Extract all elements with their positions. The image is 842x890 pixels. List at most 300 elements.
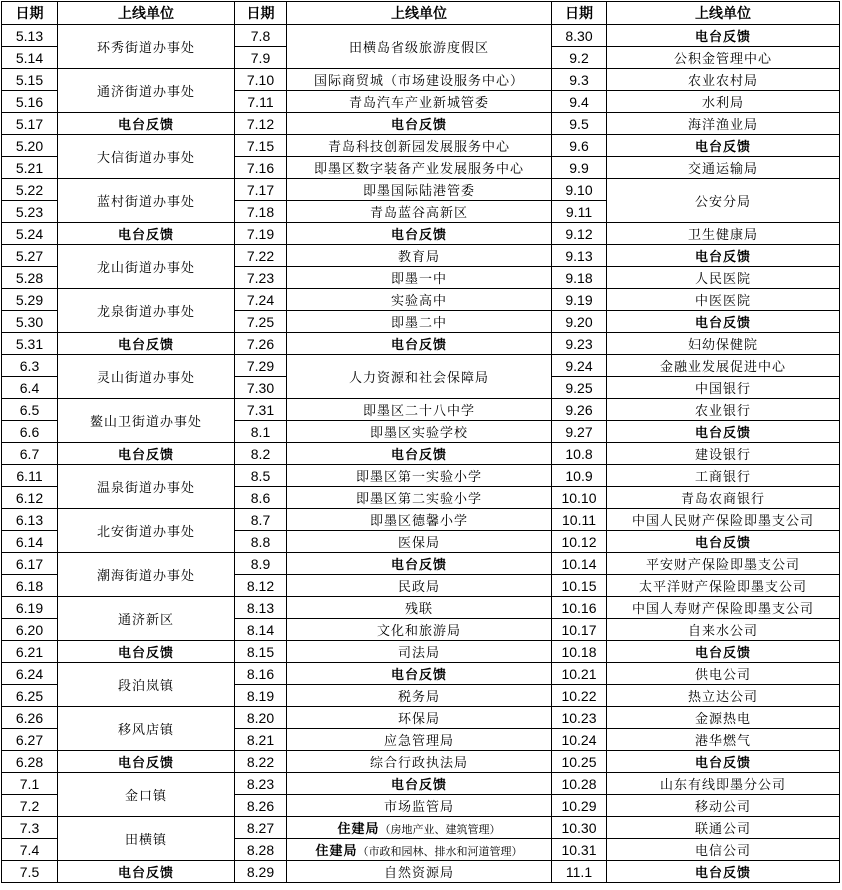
date-cell: 10.11 bbox=[552, 509, 607, 531]
date-cell: 6.19 bbox=[2, 597, 58, 619]
table-row bbox=[2, 113, 840, 135]
unit-cell bbox=[287, 465, 552, 487]
unit-cell bbox=[287, 333, 552, 355]
unit-cell bbox=[287, 25, 552, 69]
date-cell: 10.12 bbox=[552, 531, 607, 553]
header-unit: 上线单位 bbox=[607, 2, 840, 25]
unit-cell bbox=[287, 91, 552, 113]
unit-name: 移风店镇 bbox=[117, 723, 174, 738]
date-cell: 8.27 bbox=[235, 817, 287, 839]
date-cell: 9.11 bbox=[552, 201, 607, 223]
date-cell: 10.22 bbox=[552, 685, 607, 707]
unit-cell bbox=[607, 289, 840, 311]
unit-cell bbox=[607, 707, 840, 729]
unit-name: 金源热电 bbox=[694, 712, 751, 727]
unit-cell bbox=[58, 113, 235, 135]
unit-cell bbox=[58, 553, 235, 597]
unit-cell bbox=[607, 685, 840, 707]
unit-cell bbox=[287, 443, 552, 465]
unit-cell bbox=[607, 663, 840, 685]
date-cell: 7.3 bbox=[2, 817, 58, 839]
unit-cell bbox=[607, 861, 840, 883]
unit-name: 山东有线即墨分公司 bbox=[659, 778, 786, 793]
unit-cell bbox=[287, 509, 552, 531]
table-row bbox=[2, 135, 840, 157]
date-cell: 8.12 bbox=[235, 575, 287, 597]
date-cell: 10.31 bbox=[552, 839, 607, 861]
date-cell: 6.12 bbox=[2, 487, 58, 509]
unit-cell bbox=[607, 245, 840, 267]
date-cell: 8.26 bbox=[235, 795, 287, 817]
unit-name: 公积金管理中心 bbox=[673, 52, 772, 67]
header-unit: 上线单位 bbox=[287, 2, 552, 25]
unit-name: 平安财产保险即墨支公司 bbox=[645, 558, 800, 573]
unit-name: 人民医院 bbox=[694, 272, 751, 287]
radio-feedback-label: 电台反馈 bbox=[390, 668, 447, 683]
date-cell: 8.13 bbox=[235, 597, 287, 619]
unit-cell bbox=[607, 465, 840, 487]
radio-feedback-label: 电台反馈 bbox=[117, 756, 174, 771]
unit-cell bbox=[287, 663, 552, 685]
unit-cell bbox=[287, 597, 552, 619]
radio-feedback-label: 电台反馈 bbox=[694, 250, 751, 265]
radio-feedback-label: 电台反馈 bbox=[694, 30, 751, 45]
date-cell: 8.15 bbox=[235, 641, 287, 663]
date-cell: 7.17 bbox=[235, 179, 287, 201]
unit-name: 即墨区二十八中学 bbox=[362, 404, 475, 419]
unit-cell bbox=[607, 179, 840, 223]
date-cell: 7.4 bbox=[2, 839, 58, 861]
unit-cell bbox=[607, 267, 840, 289]
date-cell: 9.10 bbox=[552, 179, 607, 201]
date-cell: 8.21 bbox=[235, 729, 287, 751]
date-cell: 8.14 bbox=[235, 619, 287, 641]
unit-name: 即墨区实验学校 bbox=[369, 426, 468, 441]
date-cell: 9.23 bbox=[552, 333, 607, 355]
radio-feedback-label: 电台反馈 bbox=[694, 866, 751, 881]
date-cell: 6.17 bbox=[2, 553, 58, 575]
header-unit: 上线单位 bbox=[58, 2, 235, 25]
date-cell: 7.11 bbox=[235, 91, 287, 113]
unit-cell bbox=[607, 135, 840, 157]
unit-cell bbox=[58, 135, 235, 179]
unit-cell bbox=[58, 817, 235, 861]
date-cell: 6.4 bbox=[2, 377, 58, 399]
date-cell: 6.21 bbox=[2, 641, 58, 663]
date-cell: 10.24 bbox=[552, 729, 607, 751]
unit-cell bbox=[607, 333, 840, 355]
unit-cell bbox=[58, 223, 235, 245]
unit-cell bbox=[287, 355, 552, 399]
table-row bbox=[2, 817, 840, 839]
radio-feedback-label: 电台反馈 bbox=[117, 118, 174, 133]
unit-cell bbox=[287, 69, 552, 91]
unit-name: 司法局 bbox=[397, 646, 440, 661]
date-cell: 10.14 bbox=[552, 553, 607, 575]
unit-cell bbox=[287, 223, 552, 245]
date-cell: 10.30 bbox=[552, 817, 607, 839]
unit-cell bbox=[607, 113, 840, 135]
unit-cell bbox=[607, 795, 840, 817]
table-row bbox=[2, 641, 840, 663]
unit-name: 文化和旅游局 bbox=[376, 624, 461, 639]
date-cell: 7.24 bbox=[235, 289, 287, 311]
unit-cell bbox=[287, 157, 552, 179]
date-cell: 10.8 bbox=[552, 443, 607, 465]
unit-name: 海洋渔业局 bbox=[687, 118, 758, 133]
date-cell: 9.26 bbox=[552, 399, 607, 421]
unit-name: 金融业发展促进中心 bbox=[659, 360, 786, 375]
date-cell: 6.28 bbox=[2, 751, 58, 773]
unit-cell bbox=[58, 751, 235, 773]
date-cell: 8.8 bbox=[235, 531, 287, 553]
unit-cell bbox=[58, 443, 235, 465]
unit-name: 住建局 bbox=[315, 844, 358, 859]
unit-cell bbox=[607, 311, 840, 333]
date-cell: 9.20 bbox=[552, 311, 607, 333]
unit-cell bbox=[287, 289, 552, 311]
unit-cell bbox=[607, 641, 840, 663]
unit-name: 农业农村局 bbox=[687, 74, 758, 89]
date-cell: 7.18 bbox=[235, 201, 287, 223]
date-cell: 7.30 bbox=[235, 377, 287, 399]
date-cell: 7.8 bbox=[235, 25, 287, 47]
unit-cell bbox=[58, 333, 235, 355]
radio-feedback-label: 电台反馈 bbox=[390, 778, 447, 793]
table-row bbox=[2, 707, 840, 729]
unit-name: 灵山街道办事处 bbox=[96, 371, 195, 386]
unit-name: 工商银行 bbox=[694, 470, 751, 485]
date-cell: 9.6 bbox=[552, 135, 607, 157]
date-cell: 5.16 bbox=[2, 91, 58, 113]
date-cell: 8.7 bbox=[235, 509, 287, 531]
unit-cell bbox=[287, 553, 552, 575]
date-cell: 10.18 bbox=[552, 641, 607, 663]
unit-cell bbox=[287, 311, 552, 333]
unit-name: 龙泉街道办事处 bbox=[96, 305, 195, 320]
unit-name: 北安街道办事处 bbox=[96, 525, 195, 540]
table-row bbox=[2, 69, 840, 91]
date-cell: 10.16 bbox=[552, 597, 607, 619]
unit-name: 太平洋财产保险即墨支公司 bbox=[638, 580, 807, 595]
unit-name: 通济新区 bbox=[117, 613, 174, 628]
date-cell: 9.5 bbox=[552, 113, 607, 135]
unit-cell bbox=[58, 707, 235, 751]
unit-name: 中医医院 bbox=[694, 294, 751, 309]
date-cell: 7.12 bbox=[235, 113, 287, 135]
date-cell: 7.2 bbox=[2, 795, 58, 817]
date-cell: 5.20 bbox=[2, 135, 58, 157]
radio-feedback-label: 电台反馈 bbox=[390, 118, 447, 133]
date-cell: 9.25 bbox=[552, 377, 607, 399]
date-cell: 8.2 bbox=[235, 443, 287, 465]
unit-cell bbox=[58, 861, 235, 883]
date-cell: 5.17 bbox=[2, 113, 58, 135]
date-cell: 6.7 bbox=[2, 443, 58, 465]
unit-name: 热立达公司 bbox=[687, 690, 758, 705]
table-row bbox=[2, 289, 840, 311]
unit-name: 民政局 bbox=[397, 580, 440, 595]
date-cell: 7.5 bbox=[2, 861, 58, 883]
unit-cell bbox=[607, 509, 840, 531]
unit-name: 潮海街道办事处 bbox=[96, 569, 195, 584]
table-row bbox=[2, 553, 840, 575]
unit-name: 交通运输局 bbox=[687, 162, 758, 177]
date-cell: 6.26 bbox=[2, 707, 58, 729]
date-cell: 9.12 bbox=[552, 223, 607, 245]
unit-cell bbox=[287, 179, 552, 201]
unit-cell bbox=[58, 641, 235, 663]
date-cell: 10.15 bbox=[552, 575, 607, 597]
unit-name: 水利局 bbox=[701, 96, 744, 111]
unit-cell bbox=[287, 113, 552, 135]
table-row bbox=[2, 179, 840, 201]
unit-name: 蓝村街道办事处 bbox=[96, 195, 195, 210]
date-cell: 7.10 bbox=[235, 69, 287, 91]
date-cell: 5.29 bbox=[2, 289, 58, 311]
date-cell: 7.31 bbox=[235, 399, 287, 421]
schedule-table bbox=[1, 1, 840, 883]
table-row bbox=[2, 399, 840, 421]
radio-feedback-label: 电台反馈 bbox=[694, 646, 751, 661]
date-cell: 6.18 bbox=[2, 575, 58, 597]
date-cell: 7.15 bbox=[235, 135, 287, 157]
unit-cell bbox=[607, 839, 840, 861]
unit-name: 综合行政执法局 bbox=[369, 756, 468, 771]
date-cell: 11.1 bbox=[552, 861, 607, 883]
date-cell: 5.14 bbox=[2, 47, 58, 69]
unit-name: 青岛农商银行 bbox=[680, 492, 765, 507]
date-cell: 10.29 bbox=[552, 795, 607, 817]
unit-name: 教育局 bbox=[397, 250, 440, 265]
date-cell: 9.24 bbox=[552, 355, 607, 377]
header-date: 日期 bbox=[552, 2, 607, 25]
date-cell: 8.20 bbox=[235, 707, 287, 729]
unit-cell bbox=[607, 91, 840, 113]
table-row bbox=[2, 443, 840, 465]
unit-name: 即墨二中 bbox=[390, 316, 447, 331]
unit-cell bbox=[607, 399, 840, 421]
date-cell: 8.19 bbox=[235, 685, 287, 707]
unit-cell bbox=[607, 729, 840, 751]
unit-cell bbox=[58, 69, 235, 113]
unit-cell bbox=[607, 355, 840, 377]
date-cell: 9.13 bbox=[552, 245, 607, 267]
date-cell: 5.27 bbox=[2, 245, 58, 267]
radio-feedback-label: 电台反馈 bbox=[694, 140, 751, 155]
date-cell: 10.28 bbox=[552, 773, 607, 795]
date-cell: 5.24 bbox=[2, 223, 58, 245]
unit-cell bbox=[607, 157, 840, 179]
unit-name: 应急管理局 bbox=[383, 734, 454, 749]
unit-name: 大信街道办事处 bbox=[96, 151, 195, 166]
date-cell: 5.13 bbox=[2, 25, 58, 47]
date-cell: 5.23 bbox=[2, 201, 58, 223]
date-cell: 7.1 bbox=[2, 773, 58, 795]
unit-cell bbox=[607, 575, 840, 597]
unit-cell bbox=[607, 619, 840, 641]
unit-cell bbox=[58, 509, 235, 553]
date-cell: 5.15 bbox=[2, 69, 58, 91]
unit-cell bbox=[58, 355, 235, 399]
unit-cell bbox=[287, 619, 552, 641]
unit-name: 供电公司 bbox=[694, 668, 751, 683]
unit-cell bbox=[287, 817, 552, 839]
table-row bbox=[2, 25, 840, 47]
unit-cell bbox=[58, 597, 235, 641]
date-cell: 5.28 bbox=[2, 267, 58, 289]
date-cell: 7.19 bbox=[235, 223, 287, 245]
date-cell: 9.19 bbox=[552, 289, 607, 311]
unit-cell bbox=[607, 69, 840, 91]
unit-name: 实验高中 bbox=[390, 294, 447, 309]
unit-cell bbox=[607, 47, 840, 69]
date-cell: 9.2 bbox=[552, 47, 607, 69]
unit-name: 妇幼保健院 bbox=[687, 338, 758, 353]
unit-cell bbox=[287, 201, 552, 223]
unit-cell bbox=[287, 861, 552, 883]
unit-name: 青岛科技创新园发展服务中心 bbox=[327, 140, 510, 155]
unit-cell bbox=[287, 641, 552, 663]
unit-cell bbox=[607, 751, 840, 773]
date-cell: 6.20 bbox=[2, 619, 58, 641]
unit-cell bbox=[58, 663, 235, 707]
date-cell: 7.9 bbox=[235, 47, 287, 69]
unit-cell bbox=[287, 707, 552, 729]
unit-name: 住建局 bbox=[337, 822, 380, 837]
date-cell: 9.4 bbox=[552, 91, 607, 113]
date-cell: 8.9 bbox=[235, 553, 287, 575]
unit-cell bbox=[607, 773, 840, 795]
date-cell: 8.23 bbox=[235, 773, 287, 795]
unit-cell bbox=[607, 443, 840, 465]
date-cell: 8.28 bbox=[235, 839, 287, 861]
unit-cell bbox=[287, 751, 552, 773]
unit-name: 即墨一中 bbox=[390, 272, 447, 287]
unit-cell bbox=[287, 421, 552, 443]
unit-name: 青岛蓝谷高新区 bbox=[369, 206, 468, 221]
unit-cell bbox=[58, 399, 235, 443]
table-row bbox=[2, 663, 840, 685]
unit-cell bbox=[58, 773, 235, 817]
unit-cell bbox=[607, 25, 840, 47]
date-cell: 9.18 bbox=[552, 267, 607, 289]
radio-feedback-label: 电台反馈 bbox=[694, 756, 751, 771]
table-row bbox=[2, 355, 840, 377]
unit-cell bbox=[58, 465, 235, 509]
radio-feedback-label: 电台反馈 bbox=[390, 558, 447, 573]
unit-cell bbox=[287, 135, 552, 157]
header-row bbox=[2, 2, 840, 25]
radio-feedback-label: 电台反馈 bbox=[117, 228, 174, 243]
table-row bbox=[2, 465, 840, 487]
unit-name: 中国银行 bbox=[694, 382, 751, 397]
date-cell: 6.27 bbox=[2, 729, 58, 751]
table-row bbox=[2, 333, 840, 355]
radio-feedback-label: 电台反馈 bbox=[390, 338, 447, 353]
unit-name: 龙山街道办事处 bbox=[96, 261, 195, 276]
unit-name: 青岛汽车产业新城管委 bbox=[348, 96, 489, 111]
unit-note: （房地产业、建筑管理） bbox=[379, 823, 501, 836]
unit-name: 市场监管局 bbox=[383, 800, 454, 815]
unit-name: 农业银行 bbox=[694, 404, 751, 419]
unit-name: 移动公司 bbox=[694, 800, 751, 815]
unit-cell bbox=[607, 487, 840, 509]
date-cell: 6.13 bbox=[2, 509, 58, 531]
date-cell: 10.10 bbox=[552, 487, 607, 509]
date-cell: 9.9 bbox=[552, 157, 607, 179]
unit-name: 自来水公司 bbox=[687, 624, 758, 639]
radio-feedback-label: 电台反馈 bbox=[694, 316, 751, 331]
unit-cell bbox=[287, 729, 552, 751]
table-row bbox=[2, 223, 840, 245]
unit-cell bbox=[607, 377, 840, 399]
date-cell: 9.3 bbox=[552, 69, 607, 91]
unit-name: 段泊岚镇 bbox=[117, 679, 174, 694]
date-cell: 7.29 bbox=[235, 355, 287, 377]
radio-feedback-label: 电台反馈 bbox=[694, 426, 751, 441]
date-cell: 8.16 bbox=[235, 663, 287, 685]
date-cell: 5.21 bbox=[2, 157, 58, 179]
header-date: 日期 bbox=[235, 2, 287, 25]
unit-name: 鳌山卫街道办事处 bbox=[89, 415, 202, 430]
unit-name: 通济街道办事处 bbox=[96, 85, 195, 100]
unit-name: 环秀街道办事处 bbox=[96, 41, 195, 56]
unit-name: 人力资源和社会保障局 bbox=[348, 371, 489, 386]
unit-name: 环保局 bbox=[397, 712, 440, 727]
unit-cell bbox=[287, 487, 552, 509]
date-cell: 6.25 bbox=[2, 685, 58, 707]
date-cell: 7.22 bbox=[235, 245, 287, 267]
unit-cell bbox=[607, 597, 840, 619]
date-cell: 5.31 bbox=[2, 333, 58, 355]
unit-name: 建设银行 bbox=[694, 448, 751, 463]
date-cell: 8.22 bbox=[235, 751, 287, 773]
unit-cell bbox=[58, 179, 235, 223]
unit-name: 即墨区德馨小学 bbox=[369, 514, 468, 529]
unit-name: 医保局 bbox=[397, 536, 440, 551]
unit-cell bbox=[287, 267, 552, 289]
unit-note: （市政和园林、排水和河道管理） bbox=[357, 845, 523, 858]
radio-feedback-label: 电台反馈 bbox=[390, 228, 447, 243]
unit-cell bbox=[287, 245, 552, 267]
unit-name: 税务局 bbox=[397, 690, 440, 705]
date-cell: 7.16 bbox=[235, 157, 287, 179]
unit-name: 中国人民财产保险即墨支公司 bbox=[631, 514, 814, 529]
unit-cell bbox=[58, 25, 235, 69]
radio-feedback-label: 电台反馈 bbox=[694, 536, 751, 551]
unit-name: 港华燃气 bbox=[694, 734, 751, 749]
header-date: 日期 bbox=[2, 2, 58, 25]
date-cell: 6.6 bbox=[2, 421, 58, 443]
date-cell: 10.25 bbox=[552, 751, 607, 773]
table-row bbox=[2, 597, 840, 619]
date-cell: 10.23 bbox=[552, 707, 607, 729]
unit-name: 即墨区数字装备产业发展服务中心 bbox=[313, 162, 524, 177]
unit-name: 温泉街道办事处 bbox=[96, 481, 195, 496]
unit-name: 即墨国际陆港管委 bbox=[362, 184, 475, 199]
unit-cell bbox=[607, 421, 840, 443]
radio-feedback-label: 电台反馈 bbox=[117, 866, 174, 881]
table-row bbox=[2, 245, 840, 267]
unit-name: 即墨区第一实验小学 bbox=[355, 470, 482, 485]
unit-cell bbox=[287, 773, 552, 795]
date-cell: 10.21 bbox=[552, 663, 607, 685]
unit-name: 中国人寿财产保险即墨支公司 bbox=[631, 602, 814, 617]
date-cell: 10.9 bbox=[552, 465, 607, 487]
date-cell: 8.1 bbox=[235, 421, 287, 443]
date-cell: 8.29 bbox=[235, 861, 287, 883]
